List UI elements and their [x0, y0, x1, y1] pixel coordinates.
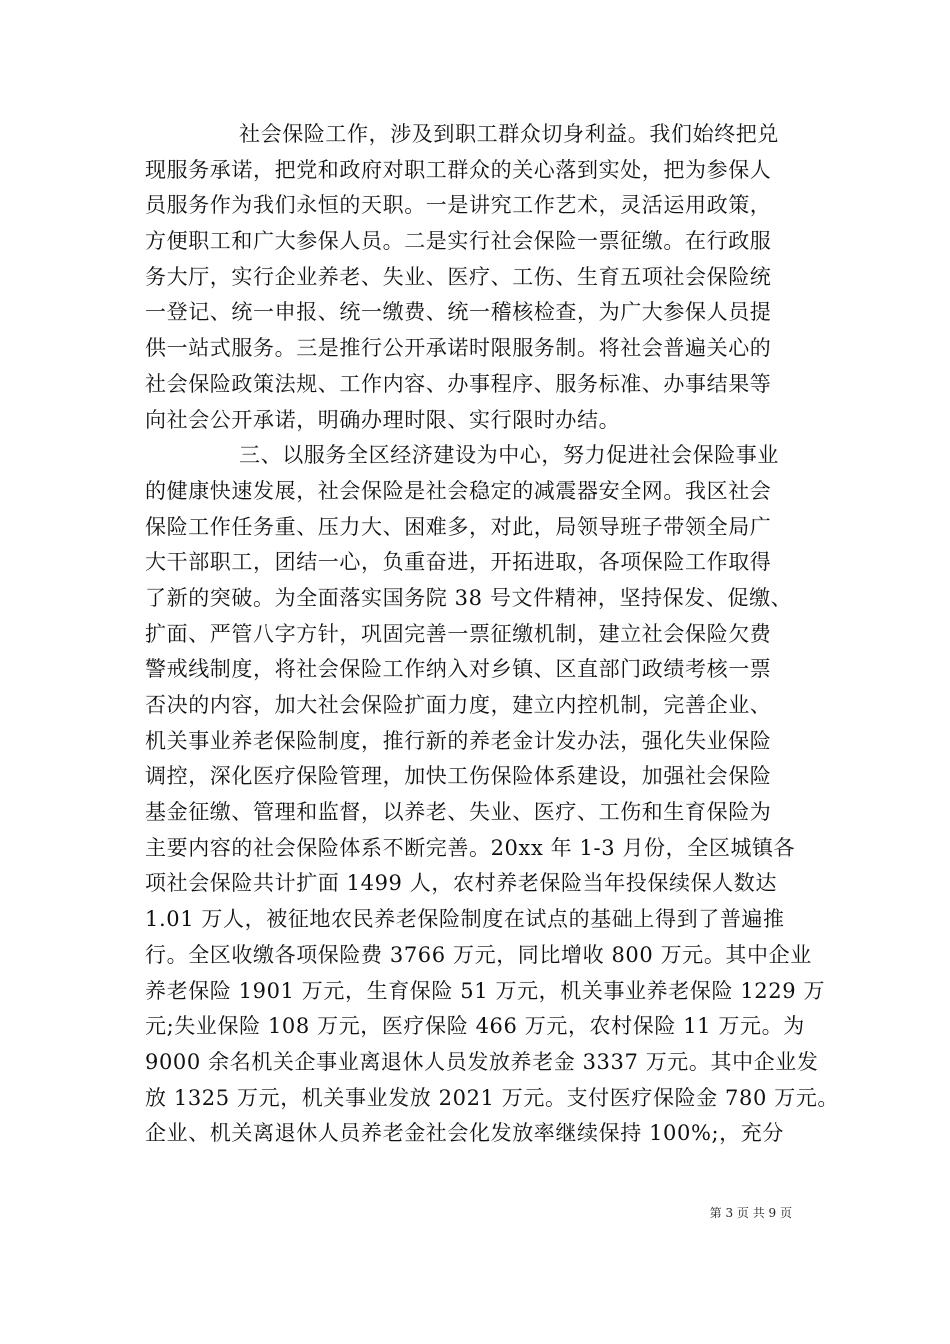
text-line: 1.01 万人，被征地农民养老保险制度在试点的基础上得到了普遍推	[145, 907, 785, 932]
text-line: 主要内容的社会保险体系不断完善。20xx 年 1-3 月份，全区城镇各	[145, 835, 796, 860]
text-line: 的健康快速发展，社会保险是社会稳定的减震器安全网。我区社会	[145, 478, 772, 503]
text-line: 大干部职工，团结一心，负重奋进，开拓进取，各项保险工作取得	[145, 550, 772, 575]
text-line: 了新的突破。为全面落实国务院 38 号文件精神，坚持保发、促缴、	[145, 585, 793, 610]
text-line: 放 1325 万元，机关事业发放 2021 万元。支付医疗保险金 780 万元。	[145, 1085, 840, 1110]
text-line: 扩面、严管八字方针，巩固完善一票征缴机制，建立社会保险欠费	[145, 621, 772, 646]
text-line: 供一站式服务。三是推行公开承诺时限服务制。将社会普遍关心的	[145, 336, 772, 361]
text-line: 务大厅，实行企业养老、失业、医疗、工伤、生育五项社会保险统	[145, 264, 772, 289]
text-line: 行。全区收缴各项保险费 3766 万元，同比增收 800 万元。其中企业	[145, 942, 812, 967]
text-line: 三、以服务全区经济建设为中心，努力促进社会保险事业	[239, 443, 779, 468]
paragraph	[145, 438, 840, 1152]
text-line: 向社会公开承诺，明确办理时限、实行限时办结。	[145, 407, 621, 432]
text-line: 警戒线制度，将社会保险工作纳入对乡镇、区直部门政绩考核一票	[145, 657, 772, 682]
text-line: 9000 余名机关企事业离退休人员发放养老金 3337 万元。其中企业发	[145, 1049, 819, 1074]
text-line: 项社会保险共计扩面 1499 人，农村养老保险当年投保续保人数达	[145, 871, 777, 896]
text-line: 养老保险 1901 万元，生育保险 51 万元，机关事业养老保险 1229 万	[145, 978, 826, 1003]
document-body	[145, 117, 840, 1152]
text-line: 社会保险政策法规、工作内容、办事程序、服务标准、办事结果等	[145, 371, 772, 396]
text-line: 元;失业保险 108 万元，医疗保险 466 万元，农村保险 11 万元。为	[145, 1014, 805, 1039]
text-line: 企业、机关离退休人员养老金社会化发放率继续保持 100%;，充分	[145, 1121, 784, 1146]
text-line: 保险工作任务重、压力大、困难多，对此，局领导班子带领全局广	[145, 514, 772, 539]
text-line: 社会保险工作，涉及到职工群众切身利益。我们始终把兑	[239, 122, 779, 146]
text-line: 员服务作为我们永恒的天职。一是讲究工作艺术，灵活运用政策，	[145, 193, 772, 218]
text-line: 否决的内容，加大社会保险扩面力度，建立内控机制，完善企业、	[145, 693, 772, 717]
text-line: 方便职工和广大参保人员。二是实行社会保险一票征缴。在行政服	[145, 229, 772, 254]
page-number-footer: 第 3 页 共 9 页	[709, 1206, 792, 1220]
text-line: 基金征缴、管理和监督，以养老、失业、医疗、工伤和生育保险为	[145, 800, 772, 825]
text-line: 调控，深化医疗保险管理，加快工伤保险体系建设，加强社会保险	[145, 764, 772, 789]
text-line: 一登记、统一申报、统一缴费、统一稽核检查，为广大参保人员提	[145, 300, 772, 325]
text-line: 现服务承诺，把党和政府对职工群众的关心落到实处，把为参保人	[145, 157, 772, 182]
paragraph	[145, 117, 805, 438]
text-line: 机关事业养老保险制度，推行新的养老金计发办法，强化失业保险	[145, 728, 772, 753]
